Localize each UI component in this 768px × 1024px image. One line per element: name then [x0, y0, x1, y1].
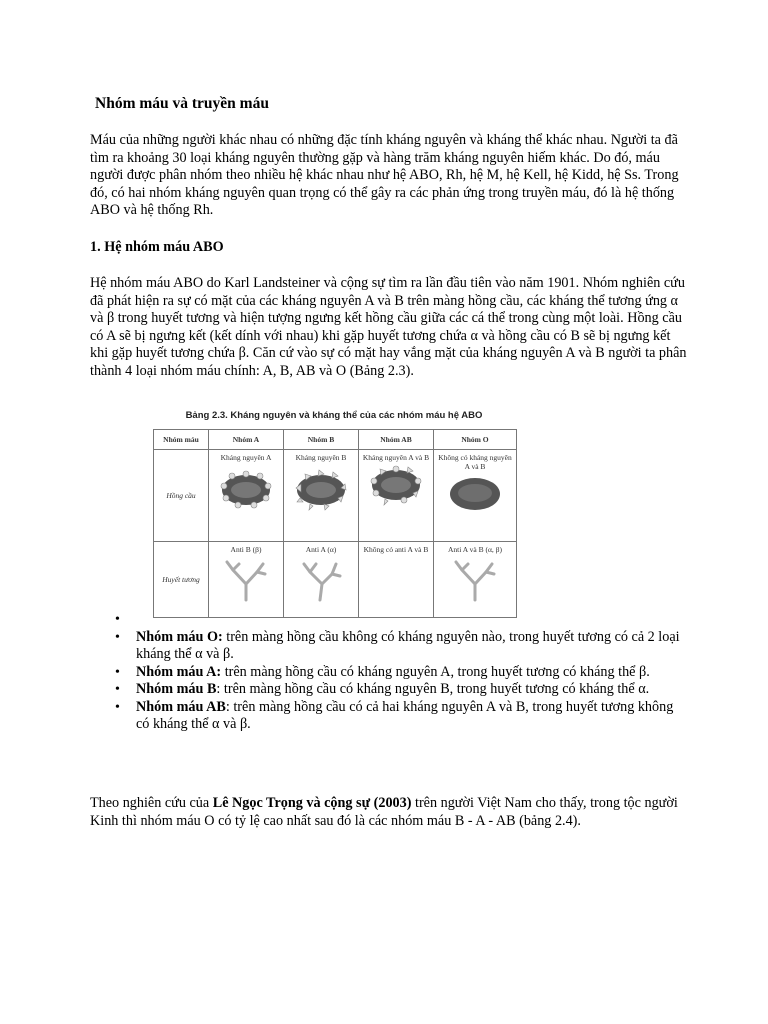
table-cell: [209, 542, 284, 618]
list-item-text: : trên màng hồng cầu có cả hai kháng nguyên A và B, trong huyết tương không có kháng thể α và β.: [136, 698, 674, 732]
list-item: [90, 629, 690, 664]
cell-label: Anti A (α): [305, 545, 337, 554]
cell-label: Kháng nguyên A: [220, 453, 272, 462]
header-cell: Nhóm B: [284, 430, 359, 450]
red-cell-no-antigen-icon: [445, 472, 505, 516]
table-cell: [284, 542, 359, 618]
closing-citation: Lê Ngọc Trọng và cộng sự (2003): [212, 795, 412, 811]
section-heading-abo: 1. Hệ nhóm máu ABO: [90, 239, 224, 255]
abo-table: [153, 429, 517, 618]
abo-paragraph: Hệ nhóm máu ABO do Karl Landsteiner và cộng sự tìm ra lần đầu tiên vào năm 1901. Nhóm nghiên cứu đã phát hiện ra sự có mặt của các kháng nguyên A và B trên màng hồng cầu, các kháng thể tương ứng α và β trong huyết tương và hiện tượng ngưng kết hồng cầu giữa các cá thể trong cùng một loài. Hồng cầu có A sẽ bị ngưng kết (kết dính với nhau) khi gặp huyết tương chứa α và hồng cầu có B sẽ bị ngưng kết khi gặp huyết tương chứa β. Căn cứ vào sự có mặt hay vắng mặt của kháng nguyên A và B người ta phân thành 4 loại nhóm máu chính: A, B, AB và O (Bảng 2.3).: [90, 275, 687, 379]
table-cell: [359, 542, 434, 618]
table-row-red-cell: [154, 450, 517, 542]
list-item: [90, 664, 690, 682]
cell-label: Kháng nguyên A và B: [362, 453, 430, 462]
cell-label: Anti B (β): [230, 545, 262, 554]
closing-text-post: trên người Việt Nam cho thấy, trong tộc người Kinh thì nhóm máu O có tỷ lệ cao nhất sau đó là các nhóm máu B - A - AB (bảng 2.4).: [90, 795, 678, 829]
row-label: Huyết tương: [154, 542, 209, 618]
abo-table-figure: [150, 410, 518, 620]
list-item-bold: Nhóm máu A:: [136, 663, 222, 680]
page-title: Nhóm máu và truyền máu: [95, 95, 269, 112]
list-item-text: : trên màng hồng cầu có kháng nguyên B, trong huyết tương có kháng thể α.: [216, 681, 650, 697]
cell-label: Không có anti A và B: [363, 545, 429, 554]
list-item-bold: Nhóm máu B: [136, 681, 217, 697]
antibody-y-icon: [298, 558, 344, 602]
figure-caption: Bảng 2.3. Kháng nguyên và kháng thể của các nhóm máu hệ ABO: [185, 410, 483, 421]
table-header-row: [154, 430, 517, 450]
antibody-y-icon: [452, 558, 498, 602]
header-cell: Nhóm máu: [154, 430, 209, 450]
list-item-text: trên màng hồng cầu không có kháng nguyên nào, trong huyết tương có cả 2 loại kháng thể α và β.: [136, 628, 680, 662]
row-label: Hồng cầu: [154, 450, 209, 542]
closing-paragraph: [90, 795, 690, 830]
blood-group-list: [90, 611, 690, 734]
table-cell: [434, 542, 517, 618]
red-cell-antigen-b-icon: [291, 466, 351, 514]
cell-label: Anti A và B (α, β): [448, 545, 502, 554]
list-item-bold: Nhóm máu O:: [136, 628, 223, 645]
cell-label: Kháng nguyên B: [295, 453, 347, 462]
list-item-text: trên màng hồng cầu có kháng nguyên A, trong huyết tương có kháng thể β.: [221, 663, 650, 680]
antibody-y-icon: [223, 558, 269, 602]
list-item: [90, 699, 690, 734]
intro-paragraph: Máu của những người khác nhau có những đặc tính kháng nguyên và kháng thể khác nhau. Người ta đã tìm ra khoảng 30 loại kháng nguyên thường gặp và hàng trăm kháng nguyên hiếm khác. Do đó, máu người được phân nhóm theo nhiều hệ khác nhau như hệ ABO, Rh, hệ M, hệ Kell, hệ Kidd, hệ Ss. Trong đó, có hai nhóm kháng nguyên quan trọng có thể gây ra các phản ứng trong truyền máu, đó là hệ thống ABO và hệ thống Rh.: [90, 132, 679, 218]
header-cell: Nhóm O: [434, 430, 517, 450]
header-cell: Nhóm AB: [359, 430, 434, 450]
table-cell: [284, 450, 359, 542]
list-item: [90, 681, 690, 699]
table-cell: [434, 450, 517, 542]
list-item-bold: Nhóm máu AB: [136, 698, 226, 715]
cell-label: Không có kháng nguyên A và B: [438, 453, 512, 471]
table-cell: [209, 450, 284, 542]
red-cell-antigen-a-icon: [216, 466, 276, 514]
table-cell: [359, 450, 434, 542]
header-cell: Nhóm A: [209, 430, 284, 450]
list-item-empty: [90, 611, 690, 629]
red-cell-antigen-ab-icon: [366, 463, 426, 507]
table-row-plasma: [154, 542, 517, 618]
closing-text-pre: Theo nghiên cứu của: [90, 795, 213, 811]
